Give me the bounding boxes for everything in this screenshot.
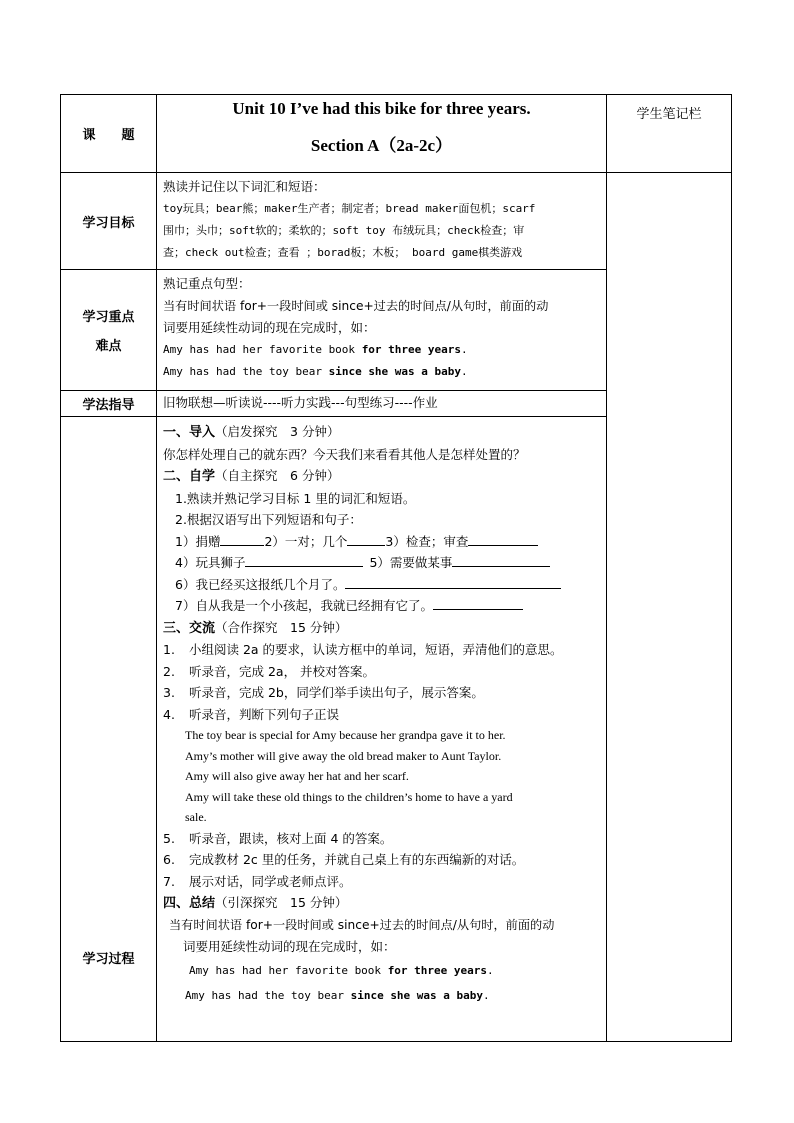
fill-blank-row: 6）我已经买这报纸几个月了。 bbox=[163, 574, 600, 596]
student-notes-column bbox=[607, 173, 732, 1042]
unit-title: Unit 10 I’ve had this bike for three years. bbox=[232, 99, 531, 118]
goals-line: toy玩具；bear熊；maker生产者；制定者；bread maker面包机；scarf bbox=[163, 202, 536, 215]
summary-rule-cont: 词要用延续性动词的现在完成时，如： bbox=[183, 939, 396, 954]
summary-rule: 当有时间状语 for+一段时间或 since+过去的时间点/从句时，前面的动 bbox=[169, 917, 555, 932]
fill-blank-row: 7）自从我是一个小孩起，我就已经拥有它了。 bbox=[163, 595, 600, 617]
exchange-item: 3. 听录音，完成 2b，同学们举手读出句子，展示答案。 bbox=[163, 685, 484, 700]
topic-label: 课 题 bbox=[61, 95, 157, 173]
process-label: 学习过程 bbox=[61, 417, 157, 1042]
exchange-item: 5. 听录音，跟读，核对上面 4 的答案。 bbox=[163, 830, 393, 846]
answer-blank[interactable] bbox=[468, 531, 538, 546]
section-exchange: 三、交流（合作探究 15 分钟） bbox=[163, 619, 348, 636]
fill-blank-row: 4）玩具狮子 5）需要做某事 bbox=[163, 552, 600, 574]
student-notes-header: 学生笔记栏 bbox=[607, 95, 732, 173]
true-false-sentence: sale. bbox=[185, 810, 207, 824]
exchange-item: 2. 听录音，完成 2a， 并校对答案。 bbox=[163, 663, 376, 679]
true-false-sentence: Amy will also give away her hat and her scarf. bbox=[185, 769, 409, 783]
selfstudy-item: 2.根据汉语写出下列短语和句子： bbox=[175, 512, 362, 527]
lesson-title bbox=[157, 95, 607, 173]
keypoints-example: Amy has had her favorite book for three years. bbox=[163, 343, 468, 356]
goals-line: 查；check out检查；查看 ；borad板；木板； board game棋类游戏 bbox=[163, 246, 523, 259]
exchange-item: 6. 完成教材 2c 里的任务，并就自己桌上有的东西编新的对话。 bbox=[163, 852, 525, 867]
summary-example: Amy has had the toy bear since she was a baby. bbox=[185, 988, 490, 1002]
section-title: Section A（2a-2c） bbox=[310, 136, 453, 155]
true-false-sentence: Amy’s mother will give away the old bread maker to Aunt Taylor. bbox=[185, 748, 502, 763]
lesson-plan-table bbox=[60, 94, 732, 1042]
goals-content bbox=[157, 173, 607, 270]
method-label: 学法指导 bbox=[61, 391, 157, 417]
true-false-sentence: The toy bear is special for Amy because her grandpa gave it to her. bbox=[185, 728, 506, 742]
answer-blank[interactable] bbox=[433, 595, 523, 610]
section-summary: 四、总结（引深探究 15 分钟） bbox=[163, 895, 348, 911]
keypoints-content bbox=[157, 270, 607, 391]
keypoints-label-line: 难点 bbox=[95, 339, 122, 354]
keypoints-label bbox=[61, 270, 157, 391]
keypoints-rule: 当有时间状语 for+一段时间或 since+过去的时间点/从句时，前面的动 bbox=[163, 299, 549, 313]
keypoints-label-line: 学习重点 bbox=[82, 310, 135, 325]
keypoints-rule-cont: 词要用延续性动词的现在完成时，如： bbox=[163, 320, 376, 335]
goals-line: 熟读并记住以下词汇和短语： bbox=[163, 179, 326, 194]
exchange-item: 4. 听录音，判断下列句子正误 bbox=[163, 706, 340, 722]
selfstudy-item: 1.熟读并熟记学习目标 1 里的词汇和短语。 bbox=[175, 490, 416, 506]
keypoints-example: Amy has had the toy bear since she was a baby. bbox=[163, 365, 468, 378]
fill-blank-row: 1）捐赠 2）一对；几个 3）检查；审查 bbox=[163, 531, 600, 553]
exchange-item: 1. 小组阅读 2a 的要求，认读方框中的单词，短语，弄清他们的意思。 bbox=[163, 642, 563, 657]
answer-blank[interactable] bbox=[347, 531, 385, 546]
keypoints-intro: 熟记重点句型： bbox=[163, 276, 251, 291]
section-intro: 一、导入（启发探究 3 分钟） bbox=[163, 424, 340, 440]
exchange-item: 7. 展示对话，同学或老师点评。 bbox=[163, 873, 352, 889]
answer-blank[interactable] bbox=[245, 552, 363, 567]
intro-text: 你怎样处理自己的就东西？今天我们来看看其他人是怎样处置的？ bbox=[163, 446, 526, 462]
summary-example: Amy has had her favorite book for three years. bbox=[189, 963, 494, 977]
goals-line: 围巾；头巾；soft软的；柔软的；soft toy 布绒玩具；check检查；审 bbox=[163, 224, 525, 237]
answer-blank[interactable] bbox=[220, 531, 264, 546]
section-selfstudy: 二、自学（自主探究 6 分钟） bbox=[163, 468, 340, 484]
true-false-sentence: Amy will take these old things to the children’s home to have a yard bbox=[185, 789, 513, 804]
process-content bbox=[157, 417, 607, 1042]
method-content: 旧物联想—听读说----听力实践---句型练习----作业 bbox=[157, 391, 607, 417]
answer-blank[interactable] bbox=[452, 552, 550, 567]
answer-blank[interactable] bbox=[345, 574, 561, 589]
goals-label: 学习目标 bbox=[61, 173, 157, 270]
